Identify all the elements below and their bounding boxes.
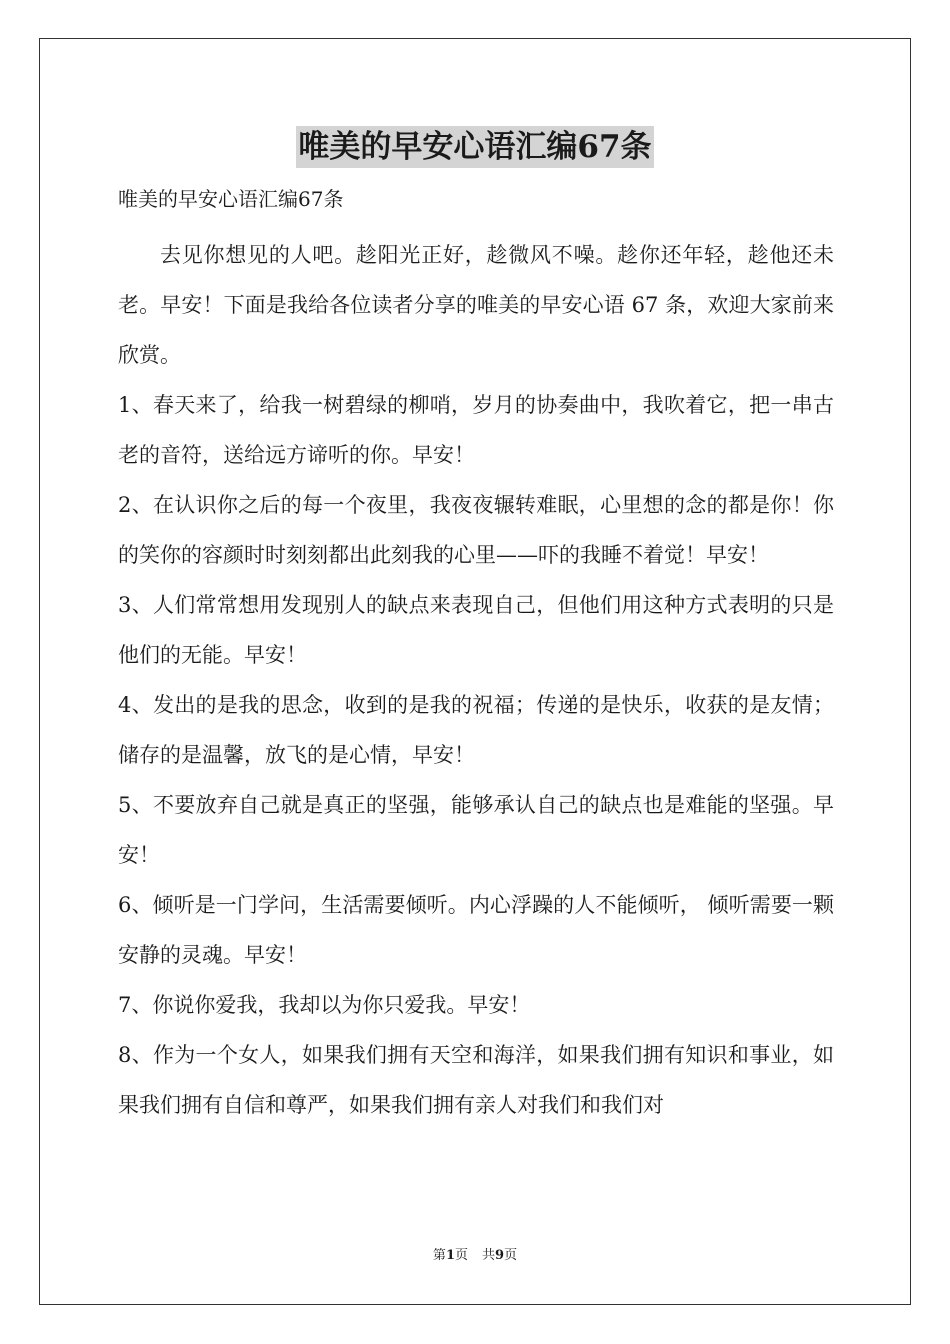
page-current: 1 [445,1248,455,1263]
page-footer [0,1246,950,1266]
list-item: 3、人们常常想用发现别人的缺点来表现自己，但他们用这种方式表明的只是他们的无能。早安！ [118,593,834,667]
page-prefix: 第 [432,1248,446,1263]
list-item: 8、作为一个女人，如果我们拥有天空和海洋，如果我们拥有知识和事业，如果我们拥有自信和尊严，如果我们拥有亲人对我们和我们对 [118,1043,834,1117]
document-title: 唯美的早安心语汇编67条 [296,126,653,168]
document-body [118,230,834,1130]
page-total: 9 [495,1248,505,1263]
total-suffix: 页 [504,1248,518,1263]
page-suffix: 页 [454,1248,468,1263]
intro-paragraph: 去见你想见的人吧。趁阳光正好，趁微风不噪。趁你还年轻，趁他还未老。早安！下面是我给各位读者分享的唯美的早安心语 67 条，欢迎大家前来欣赏。 [118,243,834,367]
list-item: 2、在认识你之后的每一个夜里，我夜夜辗转难眠，心里想的念的都是你！你的笑你的容颜时时刻刻都出此刻我的心里——吓的我睡不着觉！早安！ [118,493,834,567]
document-title-wrapper [0,126,950,170]
total-prefix: 共 [482,1248,496,1263]
list-item: 6、倾听是一门学问，生活需要倾听。内心浮躁的人不能倾听， 倾听需要一颗安静的灵魂。早安！ [118,893,834,967]
list-item: 7、你说你爱我，我却以为你只爱我。早安！ [118,993,531,1017]
list-item: 5、不要放弃自己就是真正的坚强，能够承认自己的缺点也是难能的坚强。早安！ [118,793,834,867]
list-item: 4、发出的是我的思念，收到的是我的祝福；传递的是快乐，收获的是友情；储存的是温馨，放飞的是心情，早安！ [118,693,834,767]
document-subtitle: 唯美的早安心语汇编67条 [118,187,344,211]
list-item: 1、春天来了，给我一树碧绿的柳哨，岁月的协奏曲中，我吹着它，把一串古老的音符，送给远方谛听的你。早安！ [118,393,834,467]
